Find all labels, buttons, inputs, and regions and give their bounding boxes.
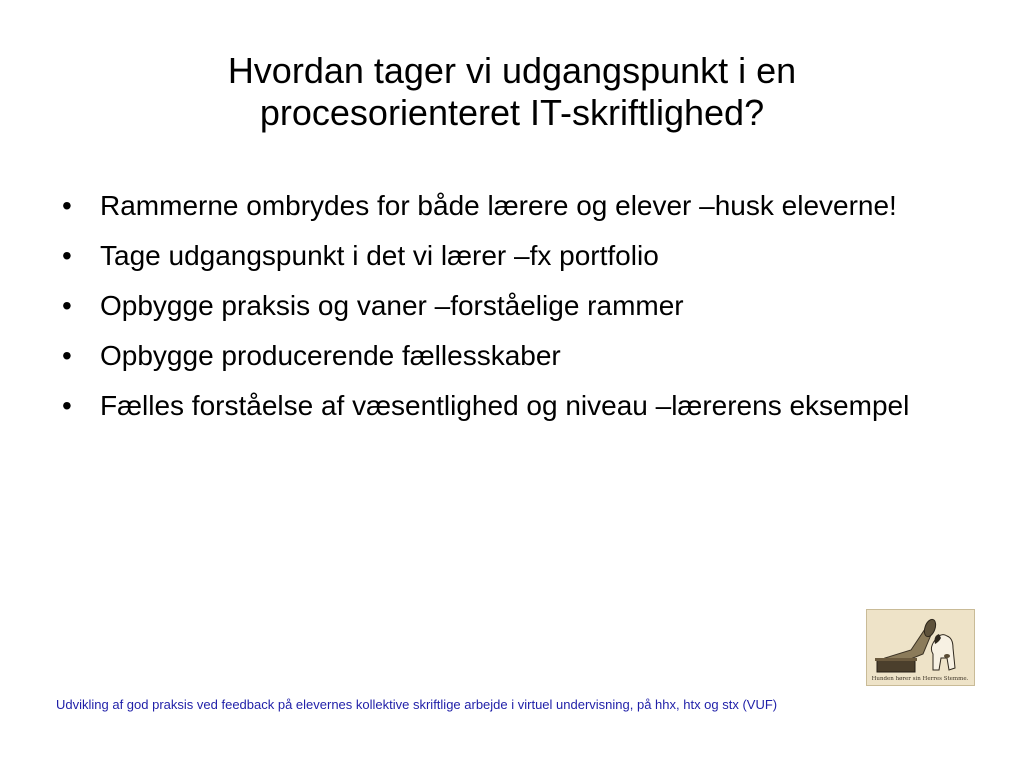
illustration-caption: Hunden hører sin Herres Stemme. [871,676,969,682]
bullet-icon: • [62,290,72,321]
bullet-item [62,338,962,373]
bullet-icon: • [62,240,72,271]
gramophone-dog-icon [867,610,974,685]
slide-title [112,50,912,134]
bullet-text: Tage udgangspunkt i det vi lærer –fx portfolio [100,240,659,271]
bullet-text: Opbygge praksis og vaner –forståelige rammer [100,290,684,321]
slide-title-line-1: Hvordan tager vi udgangspunkt i en [227,50,797,91]
gramophone-dog-illustration [866,609,975,686]
bullet-item [62,238,962,273]
bullet-item [62,188,962,223]
footer-text: Udvikling af god praksis ved feedback på elevernes kollektive skriftlige arbejde i virtuel undervisning, på hhx, htx og stx (VUF) [56,697,778,712]
bullet-list [62,188,962,438]
bullet-text: Rammerne ombrydes for både lærere og elever –husk eleverne! [100,190,897,221]
bullet-icon: • [62,390,72,421]
bullet-item [62,288,962,323]
bullet-text: Opbygge producerende fællesskaber [100,340,561,371]
slide-title-line-2: procesorienteret IT-skriftlighed? [259,92,765,133]
bullet-icon: • [62,190,72,221]
bullet-icon: • [62,340,72,371]
bullet-item [62,388,962,423]
bullet-text: Fælles forståelse af væsentlighed og niveau –lærerens eksempel [100,390,910,421]
